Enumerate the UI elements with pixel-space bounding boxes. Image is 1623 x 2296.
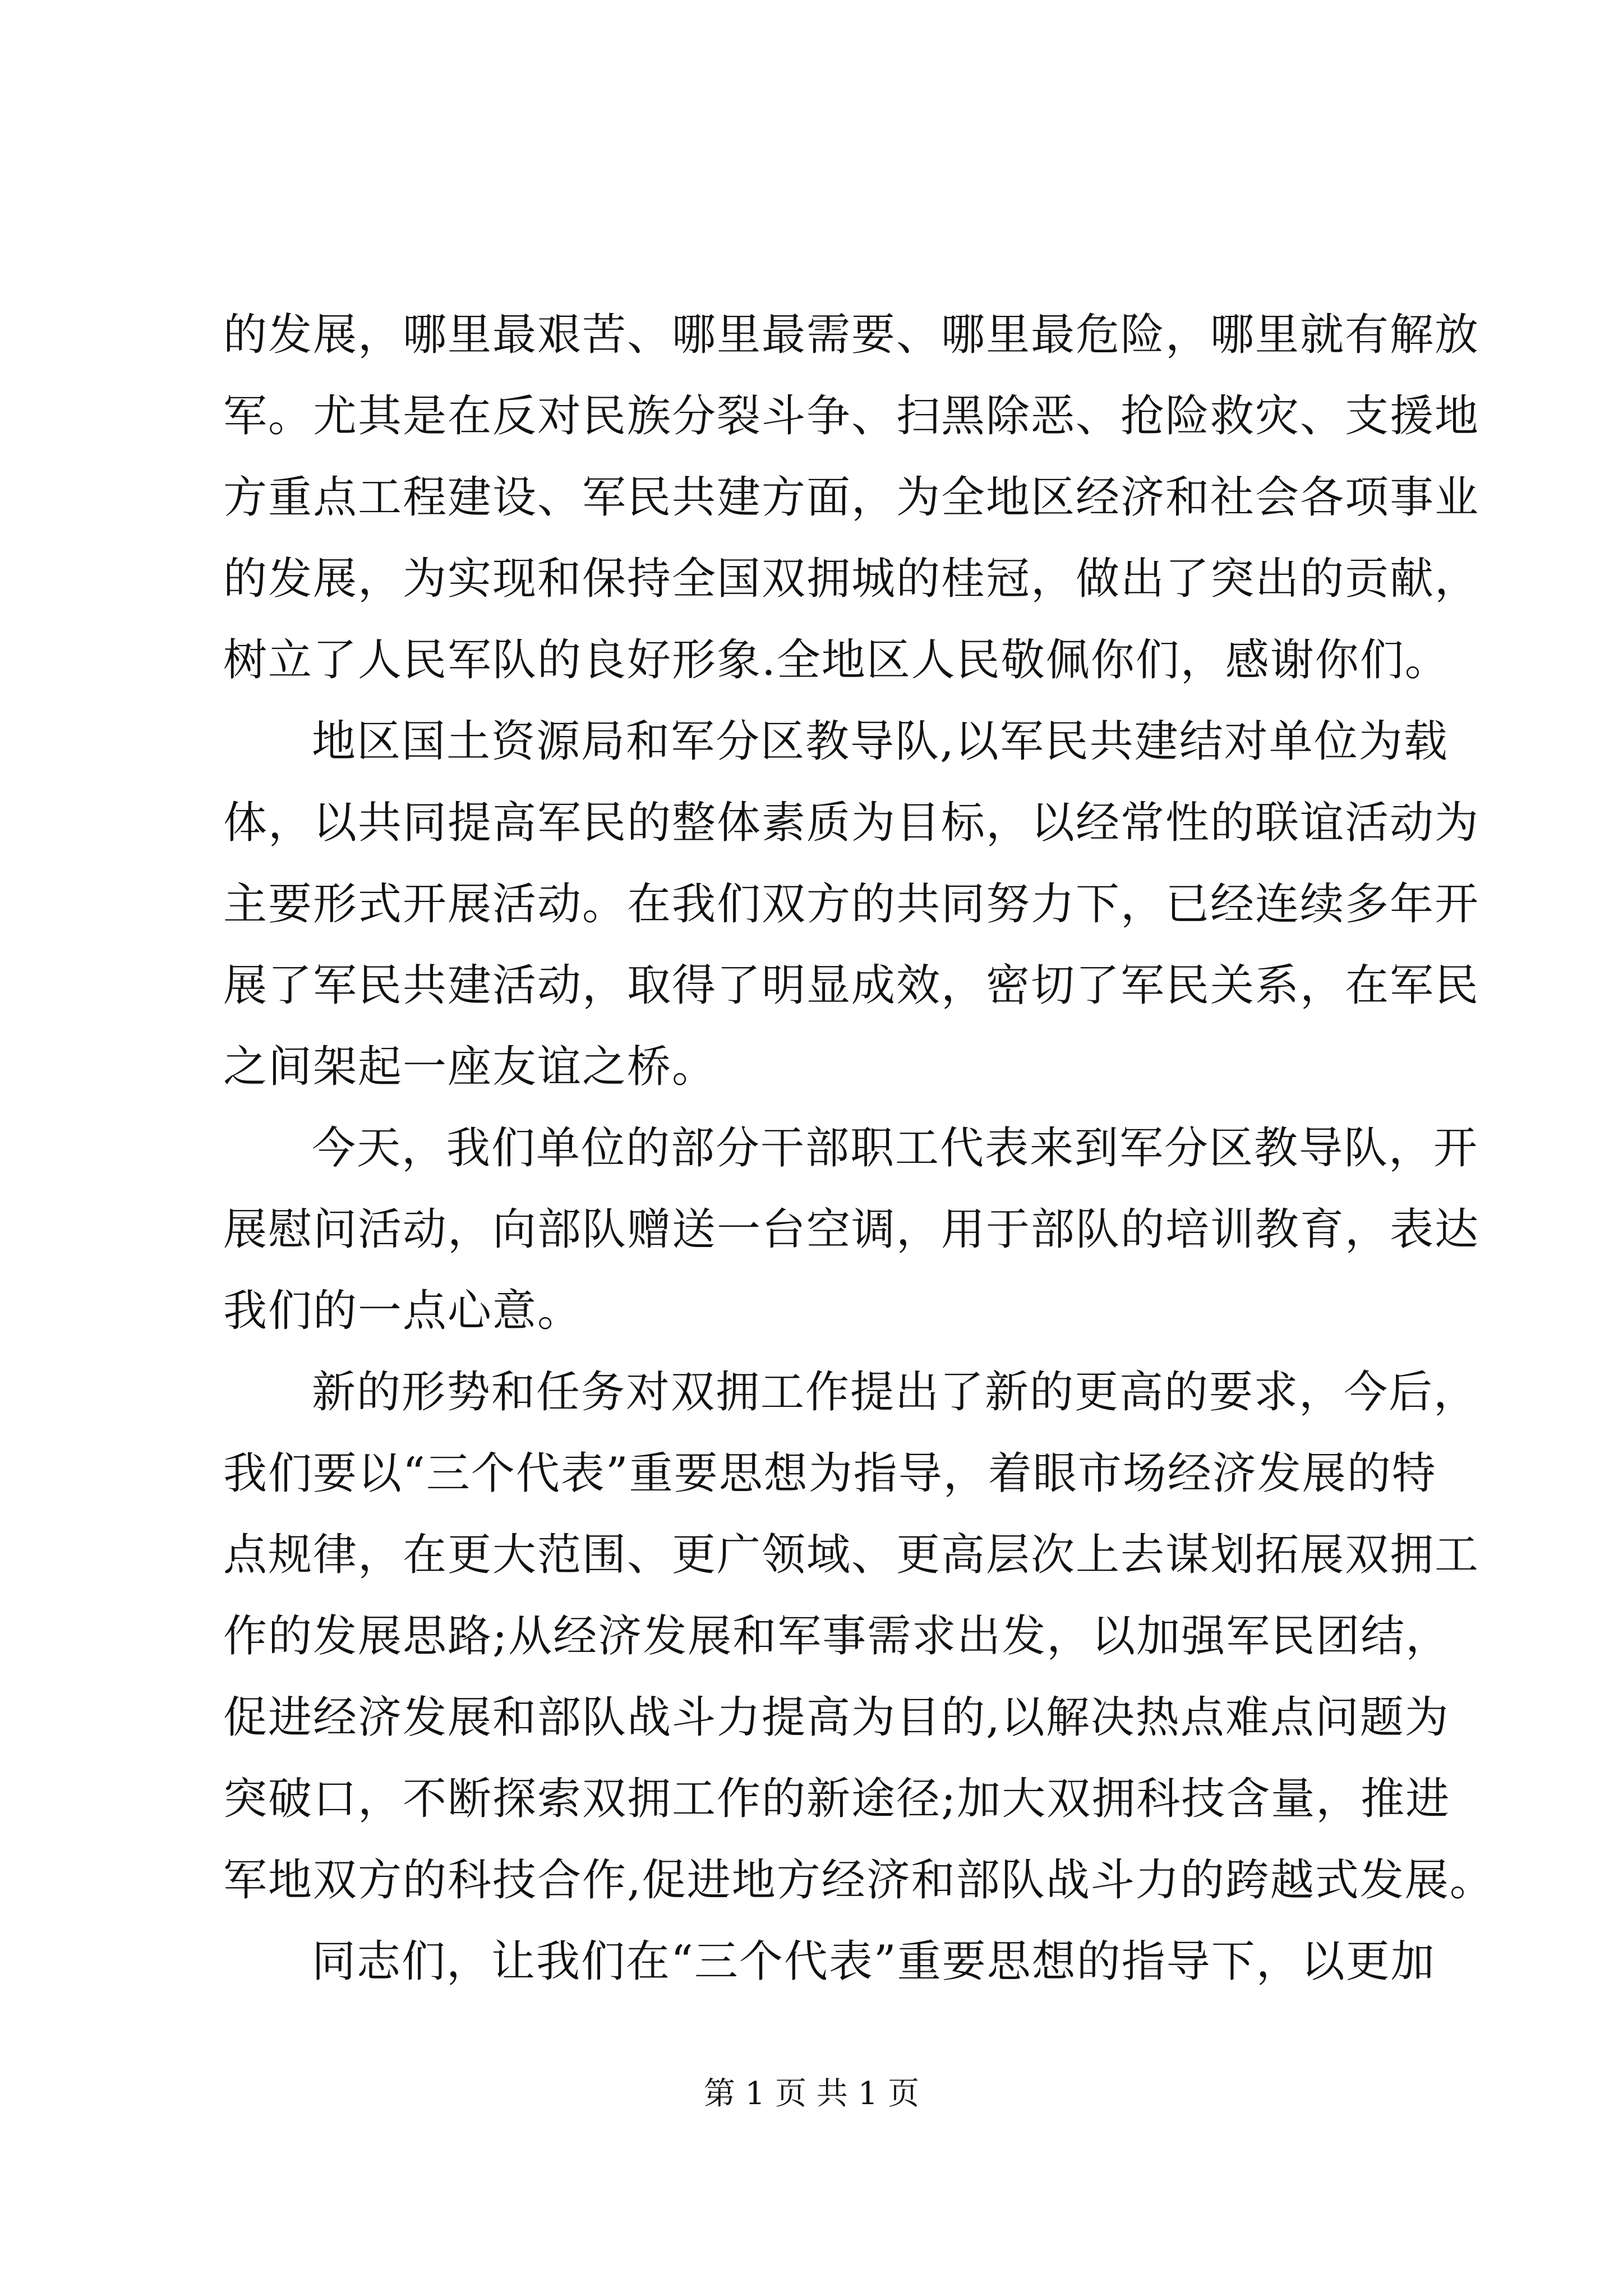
page-footer xyxy=(0,2074,1623,2114)
paragraph-1-line-5: 树立了人民军队的良好形象.全地区人民敬佩你们，感谢你们。 xyxy=(223,635,1450,685)
paragraph-3-line-2: 展慰问活动，向部队赠送一台空调，用于部队的培训教育，表达 xyxy=(223,1204,1480,1255)
paragraph-5-line-1: 同志们，让我们在“三个代表”重要思想的指导下，以更加 xyxy=(312,1936,1436,1987)
paragraph-1-line-3: 方重点工程建设、军民共建方面，为全地区经济和社会各项事业 xyxy=(223,472,1480,523)
document-body xyxy=(223,295,1495,2003)
paragraph-3-line-3: 我们的一点心意。 xyxy=(223,1286,583,1336)
paragraph-4-line-6: 突破口，不断探索双拥工作的新途径;加大双拥科技含量，推进 xyxy=(223,1774,1451,1824)
paragraph-1-line-1: 的发展，哪里最艰苦、哪里最需要、哪里最危险，哪里就有解放 xyxy=(223,310,1480,360)
paragraph-4-line-4: 作的发展思路;从经济发展和军事需求出发，以加强军民团结， xyxy=(223,1611,1451,1662)
paragraph-2-line-4: 展了军民共建活动，取得了明显成效，密切了军民关系，在军民 xyxy=(223,960,1480,1011)
paragraph-2-line-1: 地区国土资源局和军分区教导队,以军民共建结对单位为载 xyxy=(312,716,1449,767)
paragraph-4-line-7: 军地双方的科技合作,促进地方经济和部队战斗力的跨越式发展。 xyxy=(223,1855,1495,1906)
paragraph-3-line-1: 今天，我们单位的部分干部职工代表来到军分区教导队，开 xyxy=(312,1123,1479,1174)
paragraph-4-line-1: 新的形势和任务对双拥工作提出了新的更高的要求，今后， xyxy=(312,1367,1479,1418)
paragraph-1-line-4: 的发展，为实现和保持全国双拥城的桂冠，做出了突出的贡献， xyxy=(223,554,1480,604)
paragraph-4-line-2: 我们要以“三个代表”重要思想为指导，着眼市场经济发展的特 xyxy=(223,1448,1437,1499)
page-number-label: 第 1 页 共 1 页 xyxy=(703,2076,920,2112)
paragraph-2-line-2: 体，以共同提高军民的整体素质为目标，以经常性的联谊活动为 xyxy=(223,798,1480,848)
paragraph-2-line-5: 之间架起一座友谊之桥。 xyxy=(223,1042,717,1092)
paragraph-1-line-2: 军。尤其是在反对民族分裂斗争、扫黑除恶、抢险救灾、支援地 xyxy=(223,391,1480,441)
paragraph-4-line-3: 点规律，在更大范围、更广领域、更高层次上去谋划拓展双拥工 xyxy=(223,1530,1480,1580)
paragraph-2-line-3: 主要形式开展活动。在我们双方的共同努力下，已经连续多年开 xyxy=(223,879,1480,930)
paragraph-4-line-5: 促进经济发展和部队战斗力提高为目的,以解决热点难点问题为 xyxy=(223,1692,1450,1743)
